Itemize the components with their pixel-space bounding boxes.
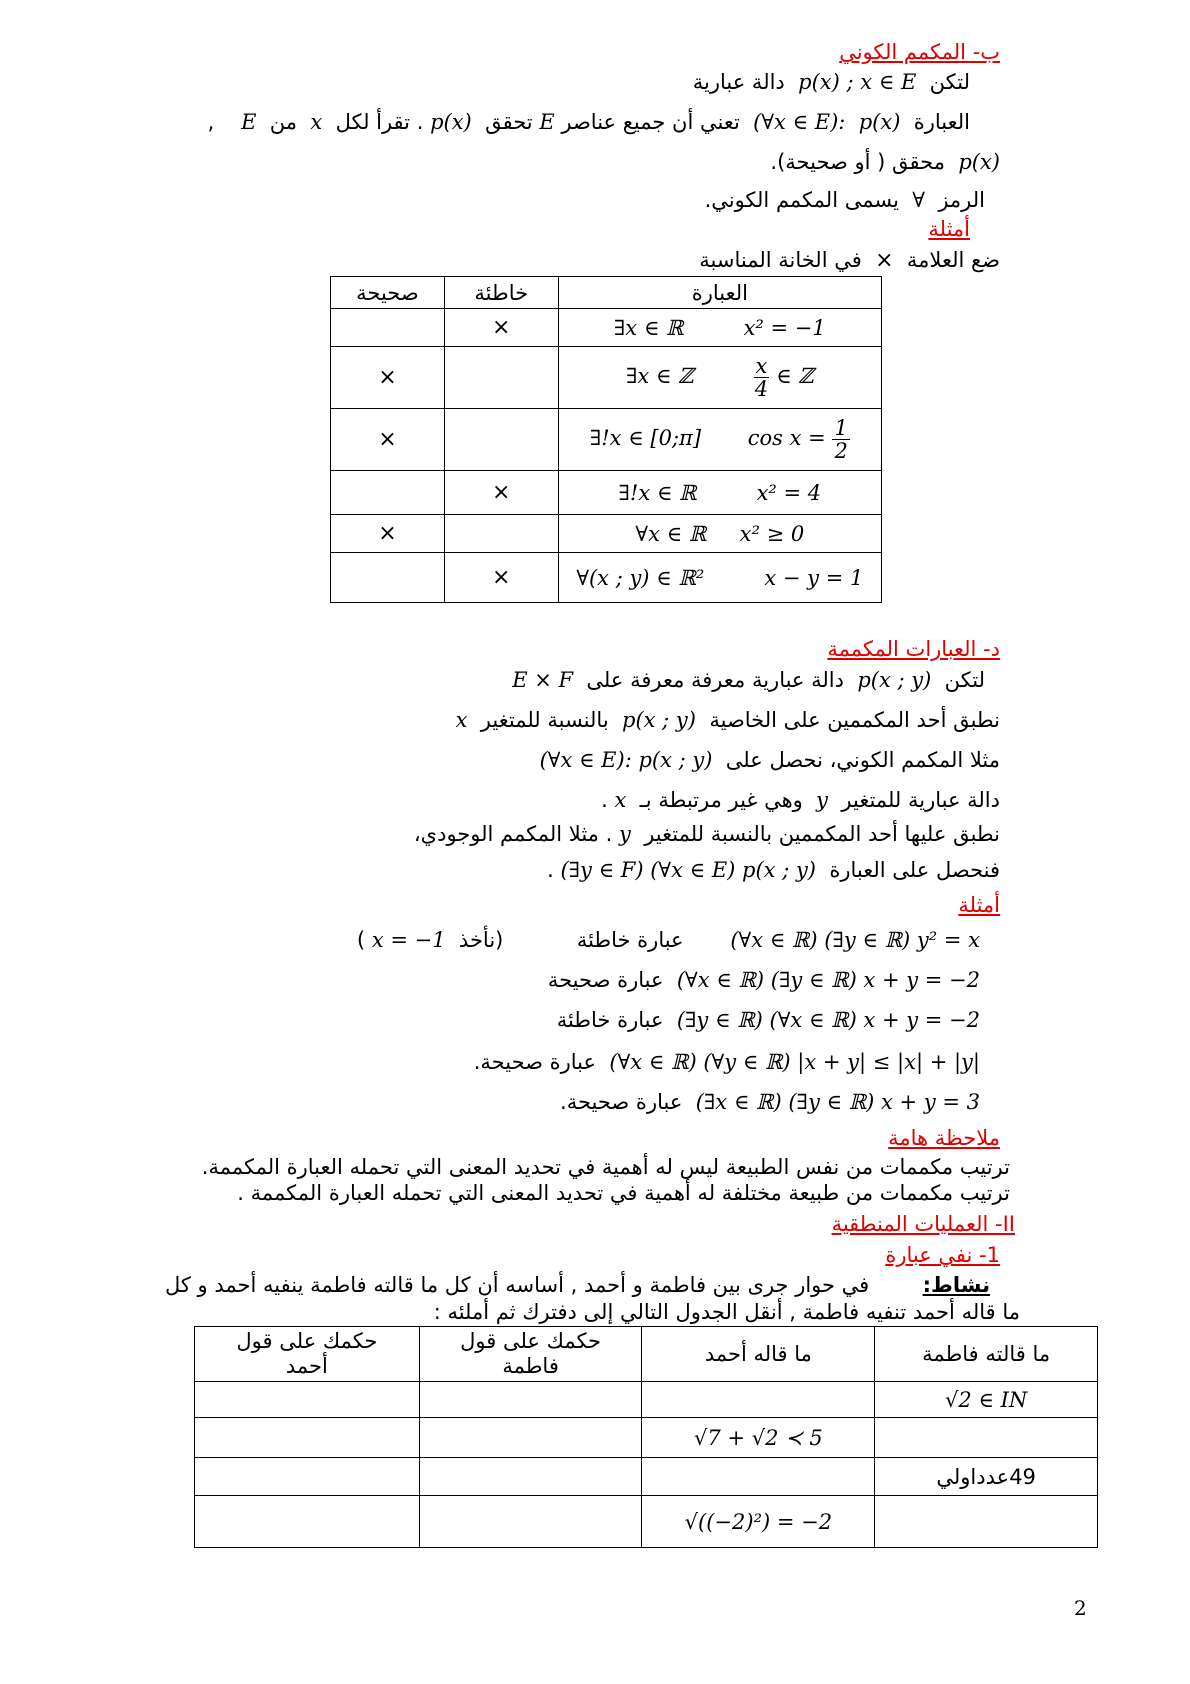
text: ) [356, 928, 366, 952]
predicate: x² = 4 [756, 480, 822, 505]
text: في حوار جرى بين فاطمة و أحمد , أساسه أن كل ما قالته فاطمة ينفيه أحمد و كل [164, 1273, 870, 1297]
table-row [331, 309, 882, 347]
section-d-line4 [601, 788, 1000, 812]
cell-true [331, 471, 445, 515]
cell-ahmed: √((−2)²) = −2 [642, 1496, 875, 1548]
table-row [195, 1458, 1098, 1496]
predicate: ∈ ℤ [776, 364, 814, 388]
math: y [816, 788, 829, 812]
example-line [560, 1090, 980, 1114]
section-b-title: ب- المكمم الكوني [839, 40, 1000, 64]
quantifier: ∃x ∈ ℝ [613, 315, 684, 340]
cell-false: × [444, 553, 558, 603]
section-d-line2 [456, 708, 1000, 732]
numerator: x [755, 353, 768, 378]
header-ahmed: ما قاله أحمد [642, 1327, 875, 1382]
note-line2: ترتيب مكممات من طبيعة مختلفة له أهمية في تحديد المعنى التي تحمله العبارة المكممة . [237, 1181, 1010, 1205]
predicate: x² ≥ 0 [739, 521, 805, 546]
section-II-title: II- العمليات المنطقية [831, 1212, 1015, 1236]
text: عبارة صحيحة. [473, 1050, 597, 1074]
text: ضع العلامة [906, 248, 1000, 272]
text: عبارة صحيحة. [560, 1090, 683, 1114]
text: دالة عبارية معرفة معرفة على [586, 668, 844, 692]
text: فنحصل على العبارة [829, 858, 1000, 882]
text: . [547, 858, 554, 882]
section-d-line6 [547, 858, 1000, 882]
activity-label: نشاط: [922, 1273, 990, 1297]
text: بالنسبة للمتغير [480, 708, 609, 732]
text: دالة عبارية للمتغير [841, 788, 1000, 812]
cell-statement [558, 309, 881, 347]
quantifier: ∀(x ; y) ∈ ℝ² [576, 565, 705, 590]
math: x [310, 110, 323, 134]
cell-true: × [331, 409, 445, 471]
header-judge-fatima: حكمك على قول فاطمة [419, 1327, 642, 1382]
note-title: ملاحظة هامة [888, 1126, 1000, 1150]
examples2-title: أمثلة [958, 893, 1000, 917]
cell-judge-ahmed[interactable] [195, 1418, 420, 1458]
math: E × F [512, 668, 574, 692]
math: (∀x ∈ ℝ) (∀y ∈ ℝ) |x + y| ≤ |x| + |y| [609, 1050, 980, 1074]
dialogue-table [194, 1326, 1098, 1548]
math: p(x) [858, 110, 901, 134]
section-b-line2 [208, 110, 970, 134]
math: (∀x ∈ ℝ) (∃y ∈ ℝ) x + y = −2 [676, 968, 980, 992]
cell-true [331, 309, 445, 347]
cross-mark-icon: × [875, 248, 894, 273]
section-b-line1 [693, 70, 970, 94]
denominator: 4 [754, 377, 769, 401]
cell-ahmed: √7 + √2 ≺ 5 [642, 1418, 875, 1458]
quantifier: ∀x ∈ ℝ [635, 521, 707, 546]
cell-ahmed [642, 1458, 875, 1496]
section-d-title: د- العبارات المكممة [827, 637, 1000, 661]
table-row [195, 1382, 1098, 1418]
text: . مثلا المكمم الوجودي، [413, 822, 613, 846]
section-d-line1 [512, 668, 985, 692]
example-line [357, 928, 980, 952]
text: من [269, 110, 297, 134]
activity-line1 [165, 1273, 990, 1297]
table-row [195, 1418, 1098, 1458]
math: (∃y ∈ ℝ) (∀x ∈ ℝ) x + y = −2 [676, 1008, 980, 1032]
cell-fatima: 49عدداولي [875, 1458, 1098, 1496]
example-line [474, 1050, 980, 1074]
section-d-line5 [414, 822, 1000, 846]
cell-ahmed [642, 1382, 875, 1418]
text: نطبق عليها أحد المكممين بالنسبة للمتغير [644, 822, 1000, 846]
math: y [618, 822, 631, 846]
table-row [331, 553, 882, 603]
table-row [331, 471, 882, 515]
cell-judge-fatima[interactable] [419, 1418, 642, 1458]
table-header-row [195, 1327, 1098, 1382]
denominator: 2 [834, 439, 848, 463]
section-II-subtitle: 1- نفي عبارة [885, 1243, 1000, 1267]
math: p(x) [958, 150, 1000, 174]
cell-statement [558, 471, 881, 515]
cell-false [444, 347, 558, 409]
quantifier: ∃!x ∈ [0;π] [589, 426, 702, 450]
text: العبارة [913, 110, 970, 134]
math: (∃x ∈ ℝ) (∃y ∈ ℝ) x + y = 3 [695, 1090, 980, 1114]
text: في الخانة المناسبة [699, 248, 862, 272]
math: (∀x ∈ ℝ) (∃y ∈ ℝ) y² = x [730, 928, 980, 952]
cell-fatima [875, 1418, 1098, 1458]
math: E [241, 110, 257, 134]
text: (نأخذ [458, 928, 504, 952]
text: , [207, 110, 215, 134]
section-b-line3 [770, 150, 1000, 174]
predicate: x − y = 1 [764, 565, 864, 590]
cell-judge-fatima[interactable] [419, 1458, 642, 1496]
table-row [331, 409, 882, 471]
table-row [331, 347, 882, 409]
quantifier: ∃!x ∈ ℝ [618, 480, 697, 505]
text: محقق ( أو صحيحة). [770, 150, 945, 174]
math: p(x ; y) [622, 708, 696, 732]
cell-false: × [444, 309, 558, 347]
activity-line2: ما قاله أحمد تنفيه فاطمة , أنقل الجدول التالي إلى دفترك ثم أملئه : [433, 1300, 1020, 1324]
cell-true: × [331, 515, 445, 553]
fraction [754, 355, 770, 400]
text: نطبق أحد المكممين على الخاصية [709, 708, 1000, 732]
text: . تقرأ لكل [335, 110, 424, 134]
text: عبارة خاطئة [556, 1008, 664, 1032]
math: x [455, 708, 468, 732]
cell-false: × [444, 471, 558, 515]
table1-instruction [699, 248, 1000, 273]
table-header-row [331, 277, 882, 309]
text: عبارة صحيحة [547, 968, 664, 992]
text: الرمز [938, 188, 985, 212]
cell-judge-fatima[interactable] [419, 1496, 642, 1548]
numerator: 1 [834, 415, 848, 440]
cell-fatima [875, 1496, 1098, 1548]
section-d-line3 [540, 748, 1000, 772]
example-line [557, 1008, 980, 1032]
header-statement: العبارة [558, 277, 881, 309]
fraction [832, 417, 849, 462]
cell-true: × [331, 347, 445, 409]
text: مثلا المكمم الكوني، نحصل على [725, 748, 1000, 772]
cell-judge-ahmed[interactable] [195, 1382, 420, 1418]
math: p(x) ; x ∈ E [798, 70, 917, 94]
math: x [614, 788, 627, 812]
header-true: صحيحة [331, 277, 445, 309]
predicate: cos x = [747, 426, 826, 450]
header-false: خاطئة [444, 277, 558, 309]
text: وهي غير مرتبطة بـ [639, 788, 803, 812]
header-judge-ahmed: حكمك على قول أحمد [195, 1327, 420, 1382]
cell-judge-ahmed[interactable] [195, 1458, 420, 1496]
example-line [548, 968, 980, 992]
text: يسمى المكمم الكوني. [704, 188, 899, 212]
examples-title: أمثلة [928, 217, 970, 241]
cell-statement [558, 515, 881, 553]
cell-judge-ahmed[interactable] [195, 1496, 420, 1548]
math: p(x ; y) [857, 668, 932, 692]
text: لتكن [929, 70, 970, 94]
math: (∀x ∈ E): [753, 110, 846, 134]
math: x = −1 [371, 928, 446, 952]
text: لتكن [944, 668, 985, 692]
cell-false [444, 515, 558, 553]
page-number: 2 [1074, 1596, 1087, 1620]
cell-true [331, 553, 445, 603]
cell-fatima: √2 ∈ IN [875, 1382, 1098, 1418]
quantifier: ∃x ∈ ℤ [626, 364, 694, 388]
math: ∀ [912, 188, 925, 212]
cell-false [444, 409, 558, 471]
text: دالة عبارية [692, 70, 785, 94]
math: (∃y ∈ F) (∀x ∈ E) p(x ; y) [560, 858, 817, 882]
note-line1: ترتيب مكممات من نفس الطبيعة ليس له أهمية في تحديد المعنى التي تحمله العبارة المكممة. [201, 1155, 1010, 1179]
predicate: x² = −1 [743, 315, 826, 340]
cell-judge-fatima[interactable] [419, 1382, 642, 1418]
math: E [539, 110, 555, 134]
table-row [195, 1496, 1098, 1548]
cell-statement [558, 409, 881, 471]
cell-statement [558, 347, 881, 409]
math: (∀x ∈ E): p(x ; y) [539, 748, 713, 772]
math: p(x) [430, 110, 472, 134]
text: تحقق [485, 110, 533, 134]
header-fatima: ما قالته فاطمة [875, 1327, 1098, 1382]
text: عبارة خاطئة [576, 928, 684, 952]
text: . [601, 788, 608, 812]
text: تعني أن جميع عناصر [561, 110, 740, 134]
cell-statement [558, 553, 881, 603]
quantifier-table [330, 276, 882, 603]
table-row [331, 515, 882, 553]
section-b-line4 [705, 188, 985, 212]
